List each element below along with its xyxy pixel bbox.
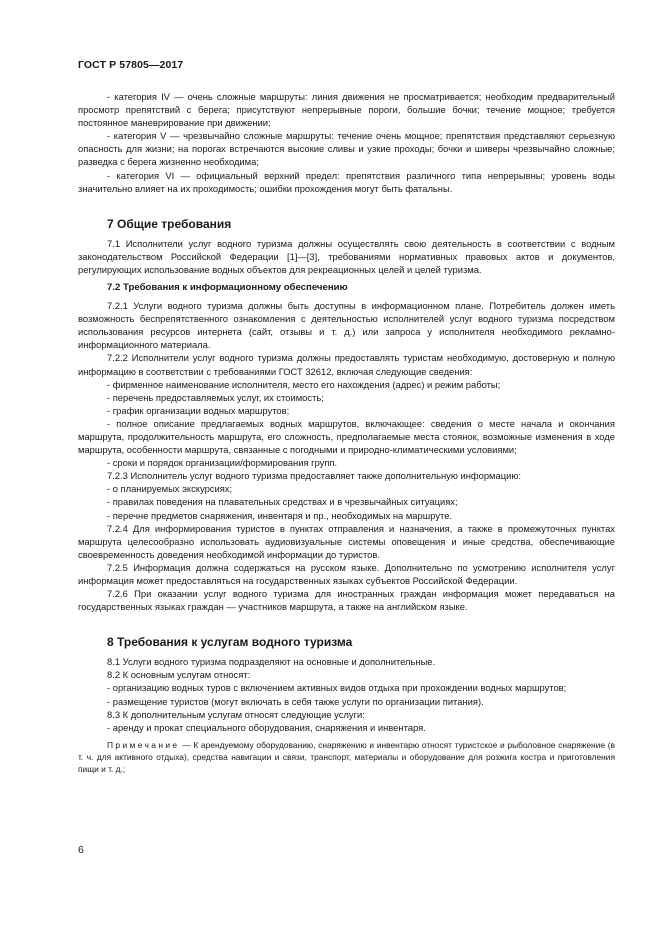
list-item: - перечне предметов снаряжения, инвентаря и пр., необходимых на маршруте. [107,509,453,521]
note-text: — К арендуемому оборудованию, снаряжению и инвентарю относят туристское и рыболовное снаряжение (в т. ч. для активного отдыха), средства навигации и связи, транспорт, материалы и оборудование для розжига костра и приготовления пищи и т. д.; [78,739,615,774]
paragraph-7-2-1: 7.2.1 Услуги водного туризма должны быть доступны в информационном плане. Потребитель должен иметь возможность беспрепятственного ознакомления с деятельностью исполнителей услуг водного туризма посредством использования ресурсов интернета (сайт, отзывы и т. д.) или запроса у исполнителя необходимого рекламно-информационного материала. [78,300,615,351]
list-item: - аренду и прокат специального оборудования, снаряжения и инвентаря. [107,721,426,733]
list-item: - о планируемых экскурсиях; [107,483,233,495]
paragraph-8-3: 8.3 К дополнительным услугам относят следующие услуги: [107,708,365,720]
paragraph-7-2-2: 7.2.2 Исполнители услуг водного туризма должны предоставлять туристам необходимую, достоверную и полную информацию в соответствии с требованиями ГОСТ 32612, включая следующие сведения: [78,352,615,377]
category-4-item: - категория IV — очень сложные маршруты: линия движения не просматривается; необходим предварительный просмотр препятствий с берега; присутствуют непрерывные пороги, большие бочки; течение мощное; требуется постоянное маневрирование при движении; [78,91,615,129]
paragraph-7-2-4: 7.2.4 Для информирования туристов в пунктах отправления и назначения, а также в промежуточных пунктах маршрута целесообразно использовать аудиовизуальные системы оповещения и иные средства, обеспечивающие своевременность доведения необходимой информации до туристов. [78,522,615,560]
paragraph-7-2-6: 7.2.6 При оказании услуг водного туризма для иностранных граждан информация может передаваться на государственных языках граждан — участников маршрута, а также на английском языке. [78,588,615,613]
note-paragraph [78,739,615,775]
paragraph-7-1: 7.1 Исполнители услуг водного туризма должны осуществлять свою деятельность в соответствии с водным законодательством Российской Федерации [1]—[3], требованиями нормативных правовых актов и документов, регулирующих использование водных объектов для рекреационных целей и целей туризма. [78,237,615,275]
list-item: - организацию водных туров с включением активных видов отдыха при прохождении водных маршрутов; [107,682,567,694]
paragraph-8-2: 8.2 К основным услугам относят: [107,669,251,681]
paragraph-7-2-5: 7.2.5 Информация должна содержаться на русском языке. Дополнительно по усмотрению исполнителя услуг информация может предоставляться на государственных языках субъектов Российской Федерации. [78,561,615,586]
section-8-heading: 8 Требования к услугам водного туризма [107,635,353,650]
paragraph-8-1: 8.1 Услуги водного туризма подразделяют на основные и дополнительные. [107,656,436,668]
list-item: - полное описание предлагаемых водных маршрутов, включающее: сведения о месте начала и окончания маршрута, продолжительность маршрута, его сложность, предполагаемые места стоянок, возможные изменения в ходе маршрута, особенности маршрута, связанные с погодными и природно-климатическими условиями; [78,417,615,456]
paragraph-7-2-3: 7.2.3 Исполнитель услуг водного туризма предоставляет также дополнительную информацию: [107,470,521,482]
list-item: - правилах поведения на плавательных средствах и в чрезвычайных ситуациях; [107,496,458,508]
document-body [78,90,615,775]
list-item: - фирменное наименование исполнителя, место его нахождения (адрес) и режим работы; [107,378,501,390]
category-6-item: - категория VI — официальный верхний предел: препятствия различного типа непрерывны; уровень воды значительно влияет на их проходимость; ошибки прохождения могут быть фатальны. [78,169,615,194]
note-label: Примечание [107,739,180,750]
category-5-item: - категория V — чрезвычайно сложные маршруты: течение очень мощное; препятствия представляют серьезную опасность для жизни; на порогах встречаются высокие сливы и узкие проходы; бочки и шиверы чрезвычайно сложные; разведка с берега жизненно необходима; [78,130,615,168]
section-7-heading: 7 Общие требования [107,216,232,231]
subsection-7-2-heading: 7.2 Требования к информационному обеспечению [107,282,348,294]
page-number: 6 [78,844,84,856]
list-item: - график организации водных маршрутов; [107,404,290,416]
list-item: - сроки и порядок организации/формирования групп. [107,457,338,469]
standard-header: ГОСТ Р 57805—2017 [78,59,184,71]
list-item: - размещение туристов (могут включать в себя также услуги по организации питания). [107,695,484,707]
list-item: - перечень предоставляемых услуг, их стоимость; [107,391,324,403]
